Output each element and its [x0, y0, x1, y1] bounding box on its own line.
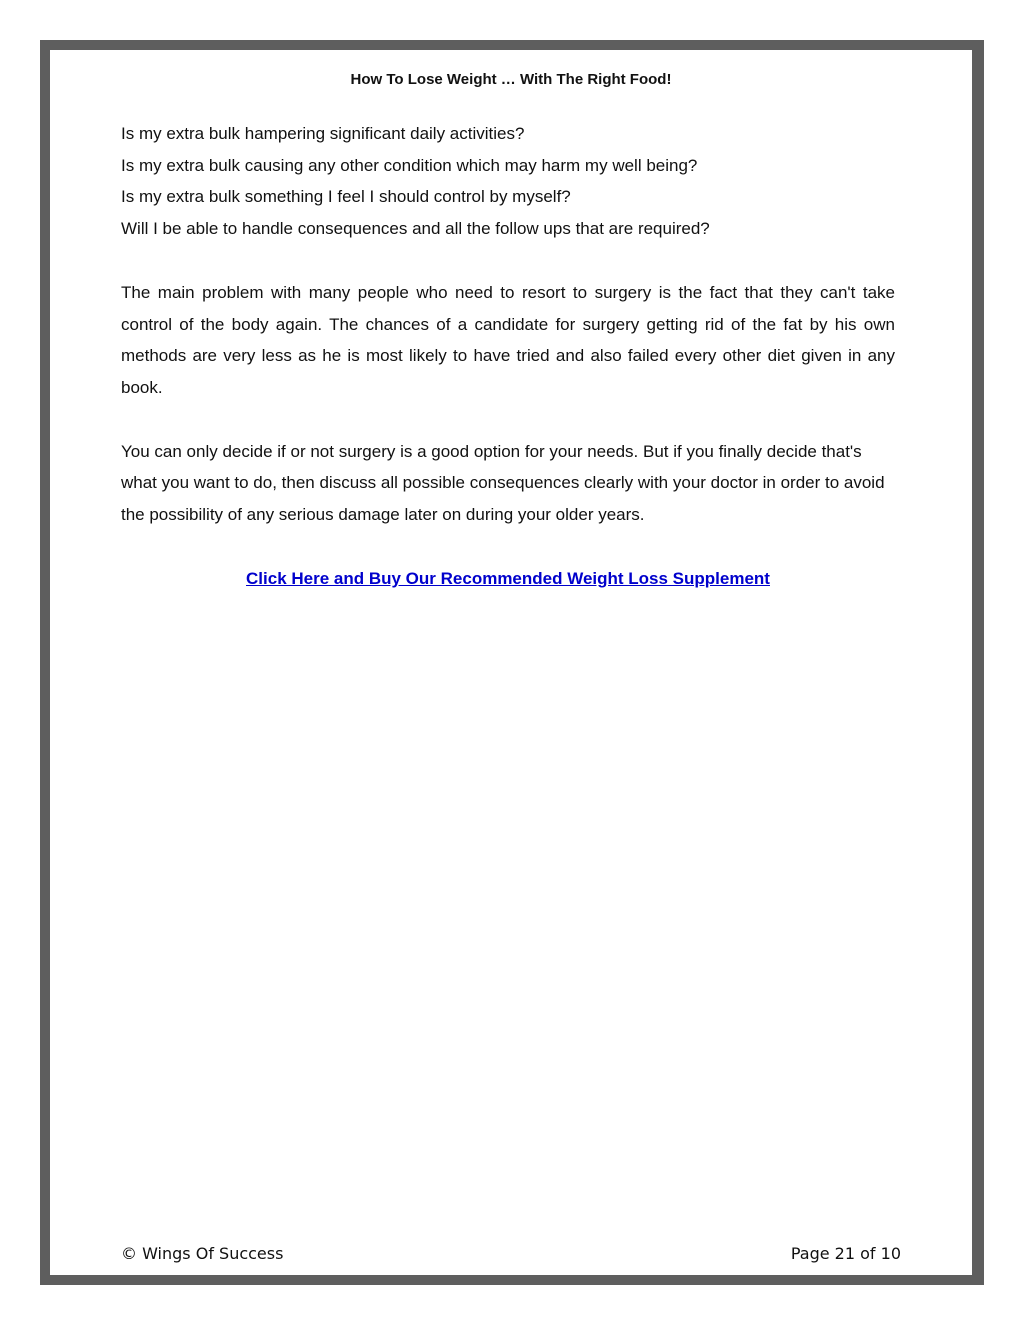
running-header: How To Lose Weight … With The Right Food!	[350, 71, 672, 88]
question-item: Is my extra bulk hampering significant daily activities?	[121, 124, 525, 143]
question-list	[121, 118, 895, 245]
page-content	[121, 118, 895, 594]
paragraph-surgery-problem: The main problem with many people who need to resort to surgery is the fact that they can't take control of the body again. The chances of a candidate for surgery getting rid of the fat by his own methods are very less as he is most likely to have tried and also failed every other diet given in any book.	[121, 282, 895, 397]
footer-copyright: © Wings Of Success	[121, 1244, 284, 1263]
question-item: Is my extra bulk causing any other condition which may harm my well being?	[121, 155, 698, 175]
paragraph-decide: You can only decide if or not surgery is a good option for your needs. But if you finally decide that's what you want to do, then discuss all possible consequences clearly with your doctor in order to avoid the possibility of any serious damage later on during your older years.	[121, 441, 885, 525]
page-frame	[40, 40, 984, 1285]
footer-page-number: Page 21 of 10	[790, 1244, 901, 1263]
buy-supplement-link[interactable]: Click Here and Buy Our Recommended Weight Loss Supplement	[246, 568, 770, 588]
question-item: Is my extra bulk something I feel I should control by myself?	[121, 187, 571, 207]
page	[50, 50, 972, 1275]
question-item: Will I be able to handle consequences and all the follow ups that are required?	[121, 219, 710, 239]
cta-container	[121, 563, 895, 595]
